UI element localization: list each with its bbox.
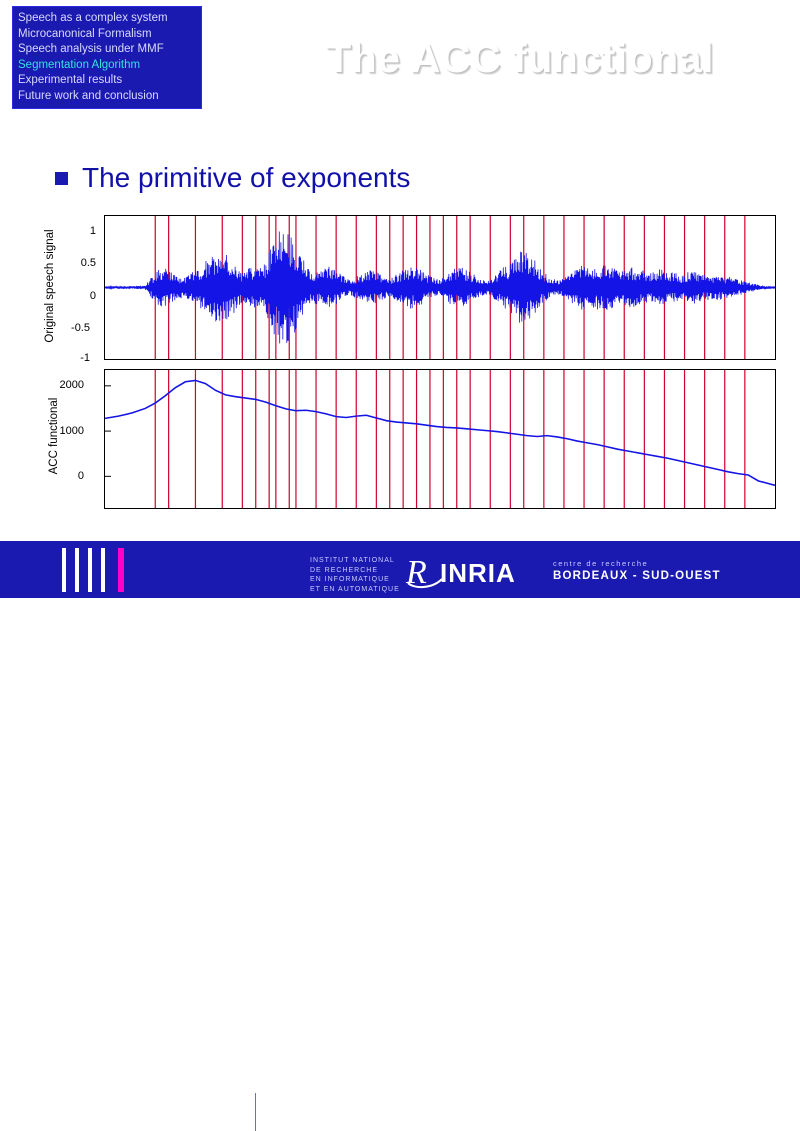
- centre-line-1: centre de recherche: [553, 559, 649, 568]
- footer-bar-highlight: [118, 548, 124, 592]
- centre-line-2: BORDEAUX - SUD-OUEST: [553, 570, 721, 582]
- outline-item-speech-as-a-complex-system[interactable]: Speech as a complex system: [18, 12, 168, 24]
- outline-item-future-work-and-conclusion[interactable]: Future work and conclusion: [18, 89, 159, 102]
- institute-lines: [310, 556, 400, 594]
- outline-item-experimental-results[interactable]: Experimental results: [18, 74, 123, 86]
- ytick-top-0p5: 0.5: [80, 257, 96, 269]
- ytick-top-neg0p5: -0.5: [71, 322, 90, 334]
- bullet-text: The primitive of exponents: [82, 162, 411, 193]
- chart-acc-functional: [104, 369, 776, 509]
- outline-item-speech-analysis-under-mmf[interactable]: Speech analysis under MMF: [18, 43, 164, 55]
- footer-divider: [255, 1093, 256, 1131]
- institute-line-1: INSTITUT NATIONAL: [310, 557, 395, 564]
- chart-bottom-canvas: [105, 370, 775, 508]
- axis-label-original-speech-signal: Original speech signal: [44, 229, 56, 343]
- ytick-top-1: 1: [89, 225, 96, 237]
- chart-top-canvas: [105, 216, 775, 359]
- figure-acc-functional: [24, 212, 776, 517]
- footer-bar-4: [101, 548, 105, 592]
- ytick-bottom-1000: 1000: [59, 425, 84, 437]
- footer-bars-decoration: [62, 548, 207, 592]
- outline-item-segmentation-algorithm[interactable]: Segmentation Algorithm: [18, 58, 141, 71]
- axis-label-acc-functional: ACC functional: [48, 397, 60, 475]
- outline-box[interactable]: [12, 6, 202, 109]
- institute-line-4: ET EN AUTOMATIQUE: [310, 585, 400, 593]
- ytick-top-neg1: -1: [80, 352, 90, 364]
- ytick-bottom-0: 0: [77, 470, 84, 482]
- outline-item-microcanonical-formalism[interactable]: Microcanonical Formalism: [18, 27, 152, 40]
- svg-text:R: R: [406, 554, 427, 591]
- chart-original-speech-signal: [104, 215, 776, 360]
- institute-line-3: EN INFORMATIQUE: [310, 576, 390, 583]
- footer-bar-3: [88, 548, 92, 592]
- footer-bar-1: [62, 548, 66, 592]
- page-title: The ACC functional: [326, 35, 714, 81]
- bullet-square-icon: [55, 172, 68, 185]
- ytick-bottom-2000: 2000: [59, 379, 84, 391]
- institute-line-2: DE RECHERCHE: [310, 566, 379, 574]
- inria-wordmark: INRIA: [440, 558, 516, 588]
- footer-bar-2: [75, 548, 79, 592]
- ytick-top-0: 0: [89, 290, 96, 302]
- bullet-row: [55, 162, 410, 194]
